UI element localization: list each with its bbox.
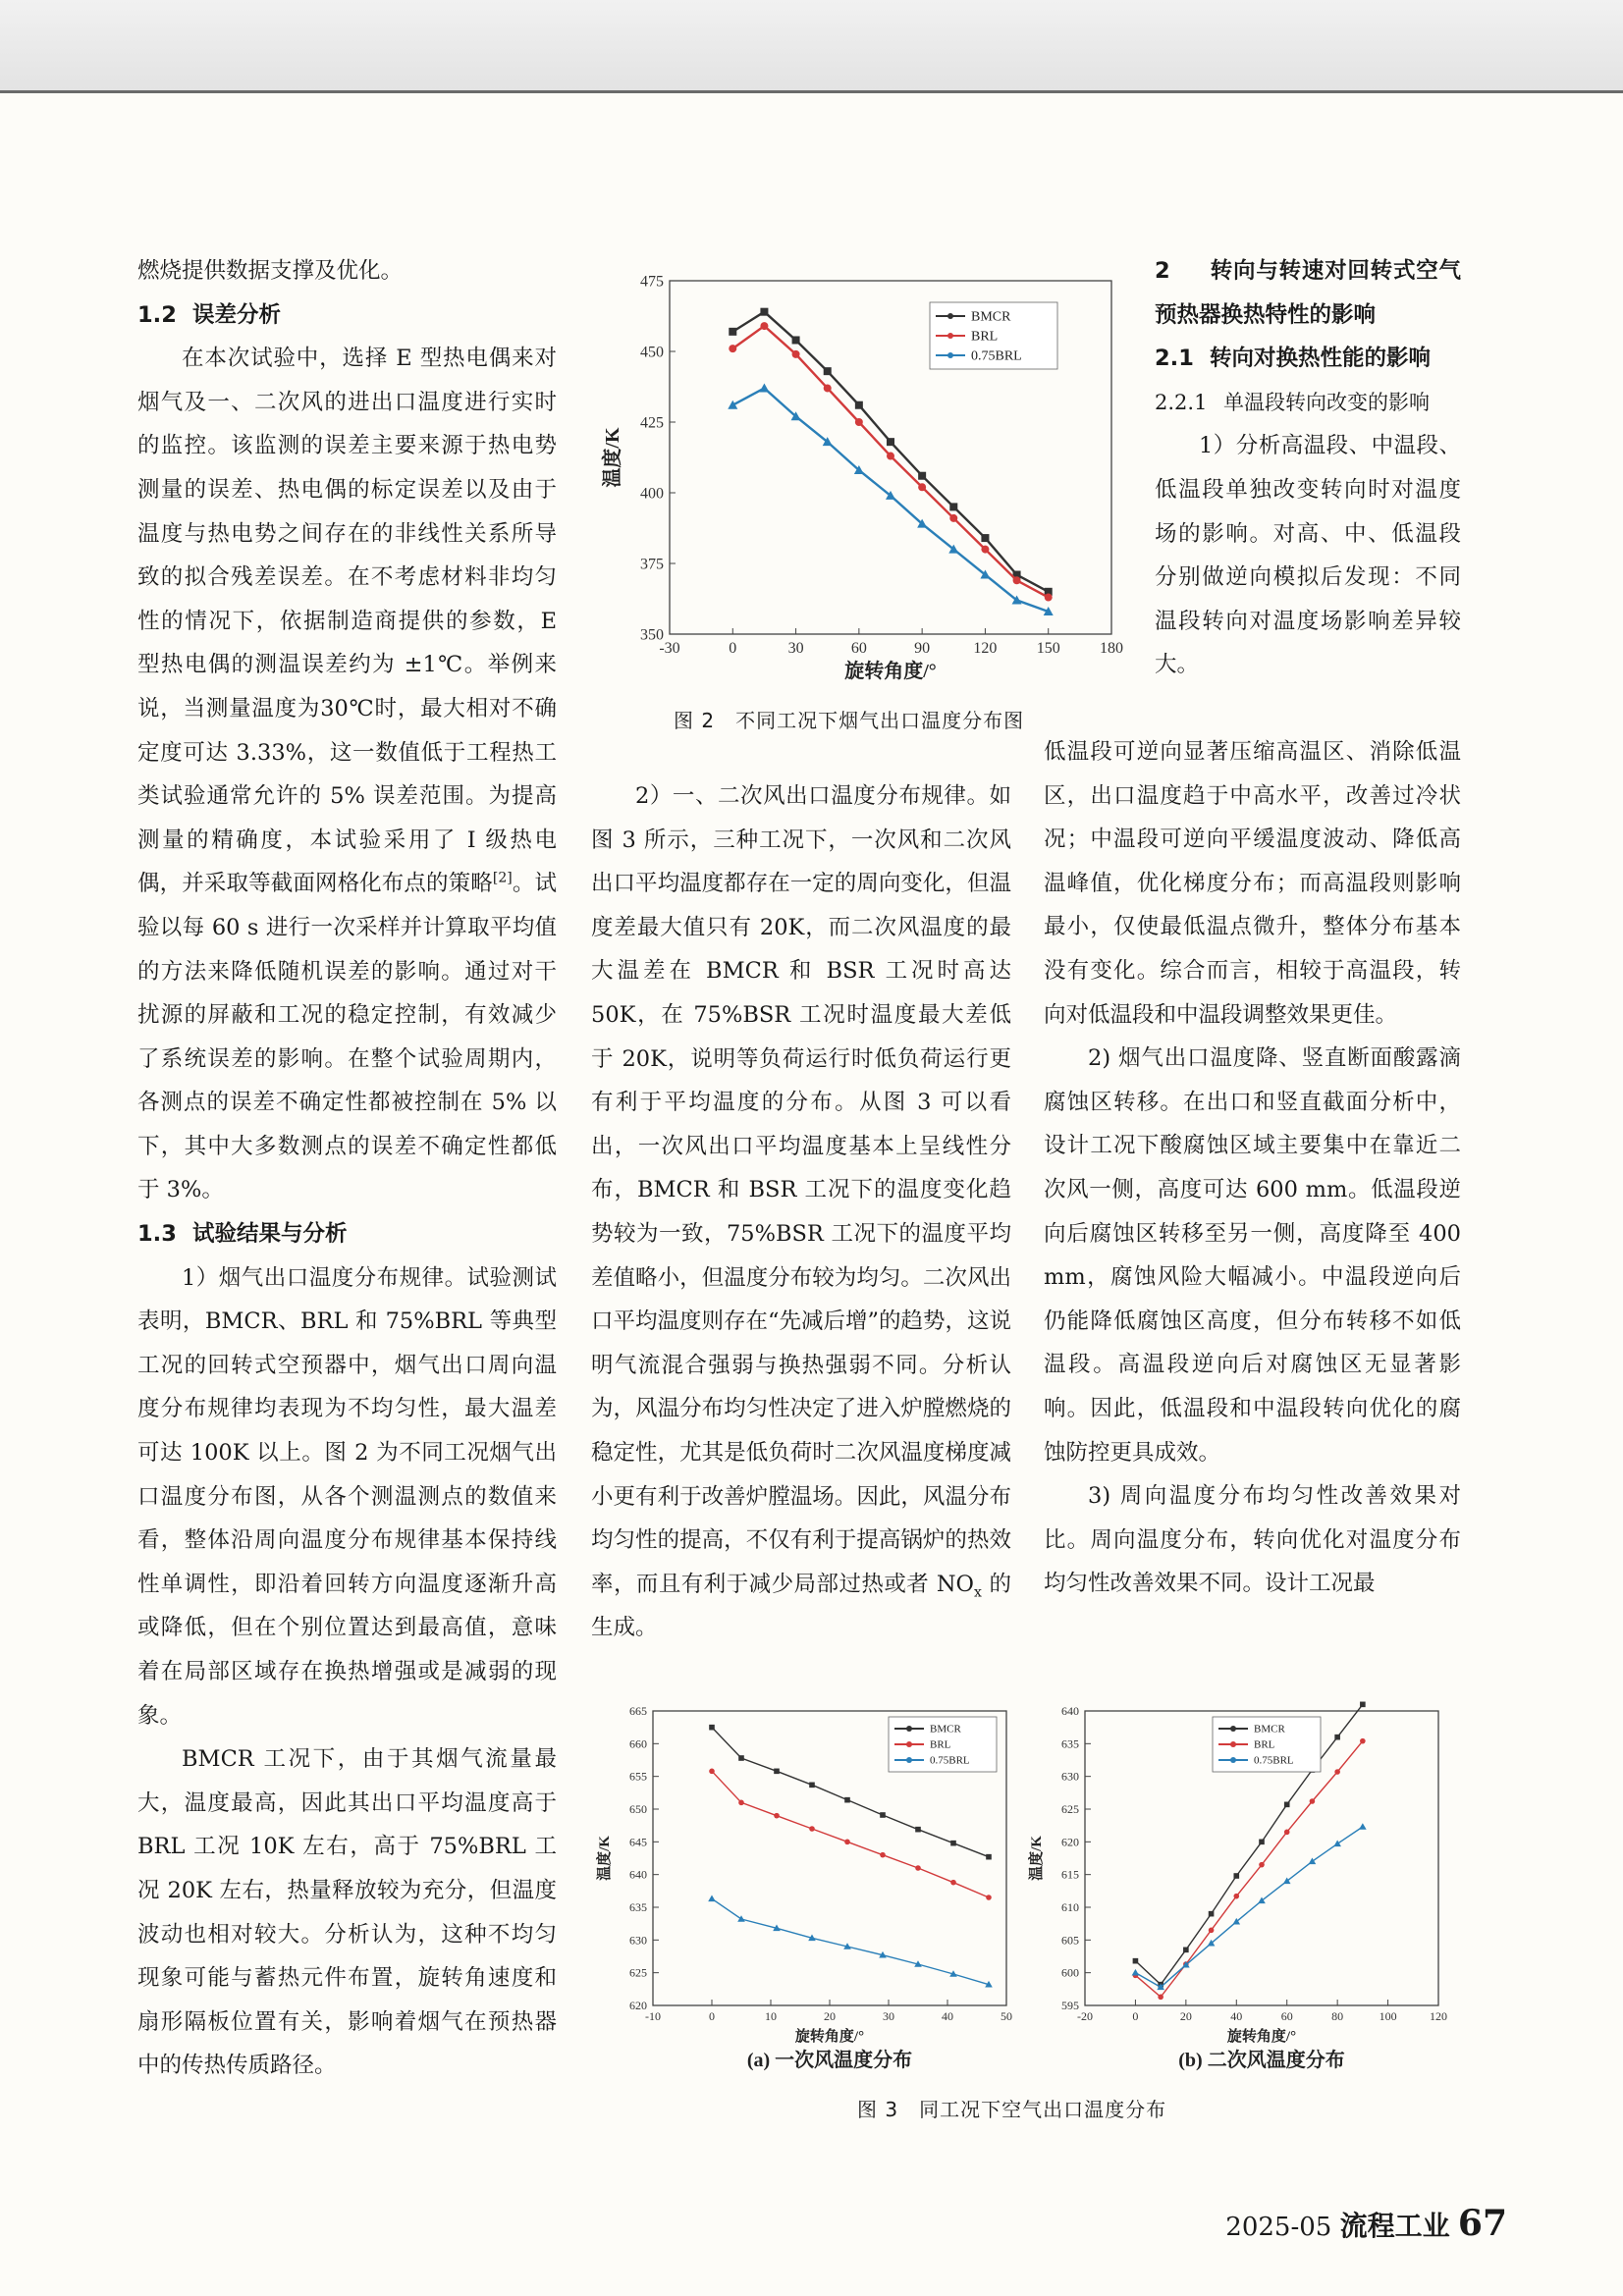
y-tick-label: 630 [1061, 1769, 1079, 1784]
data-point [1183, 1948, 1189, 1953]
data-point [1045, 594, 1053, 602]
data-point [709, 1725, 715, 1731]
x-tick-label: 150 [1036, 640, 1060, 657]
data-point [986, 1854, 992, 1860]
data-point [1132, 1969, 1140, 1976]
data-point [950, 1880, 956, 1886]
data-point [774, 1769, 780, 1775]
data-point [792, 336, 800, 344]
data-point [824, 384, 832, 392]
y-axis-label: 温度/K [602, 427, 623, 488]
figure-3-chart [594, 1701, 1458, 2084]
series-line-BRL [712, 1771, 989, 1897]
y-tick-label: 600 [1061, 1965, 1079, 1980]
data-point [1309, 1858, 1317, 1865]
data-point [855, 401, 863, 409]
legend-marker [1230, 1757, 1236, 1763]
data-point [1360, 1738, 1366, 1744]
x-tick-label: 100 [1379, 2009, 1397, 2023]
data-point [708, 1896, 716, 1902]
y-tick-label: 630 [629, 1933, 647, 1948]
x-tick-label: 40 [942, 2009, 953, 2023]
y-tick-label: 650 [629, 1802, 647, 1816]
data-point [887, 453, 894, 460]
legend-label: BMCR [930, 1723, 961, 1735]
paragraph: BMCR 工况下，由于其烟气流量最大，温度最高，因此其出口平均温度高于 BRL 工况 10K 左右，高于 75%BRL 工况 20K 左右，热量释放较为充分，但温度波动也相对较大。分析认为，这种不均匀现象可能与蓄热元件布置，旋转角速度和扇形隔板位置有关，影响着烟气在预热器中的传热传质路径。 [137, 1746, 557, 2079]
x-tick-label: 80 [1331, 2009, 1344, 2023]
y-tick-label: 375 [640, 556, 664, 573]
x-axis-label: 旋转角度/° [1226, 2029, 1297, 2045]
page-number: 67 [1457, 2203, 1507, 2244]
legend-marker [947, 333, 953, 339]
data-point [950, 1841, 956, 1846]
paragraph: 低温段可逆向显著压缩高温区、消除低温区，出口温度趋于中高水平，改善过冷状况；中温段可逆向平缓温度波动、降低高温峰值，优化梯度分布；而高温段则影响最小，仅使最低温点微升，整体分布基本没有变化。综合而言，相较于高温段，转向对低温段和中温段调整效果更佳。 [1044, 739, 1461, 1028]
y-tick-label: 595 [1061, 1999, 1079, 2012]
paragraph: 3) 周向温度分布均匀性改善效果对比。周向温度分布，转向优化对温度分布均匀性改善效果不同。设计工况最 [1044, 1483, 1461, 1597]
figure-2 [591, 263, 1141, 699]
section-heading-2-1: 2.1 转向对换热性能的影响 [1155, 346, 1432, 372]
figure-3-caption: 图 3 同工况下空气出口温度分布 [857, 2098, 1167, 2121]
data-point [760, 322, 768, 330]
paragraph: 2) 烟气出口温度降、竖直断面酸露滴腐蚀区转移。在出口和竖直截面分析中，设计工况下酸腐蚀区域主要集中在靠近二次风一侧，高度可达 600 mm。低温段逆向后腐蚀区转移至另一侧，高度降至 400 mm，腐蚀风险大幅减小。中温段逆向后仍能降低腐蚀区高度，但分布转移不如低温段。高温段逆向后对腐蚀区无显著影响。因此，低温段和中温段转向优化的腐蚀防控更具成效。 [1044, 1045, 1461, 1466]
data-point [915, 1865, 921, 1871]
data-point [855, 418, 863, 426]
data-point [949, 514, 957, 522]
y-tick-label: 620 [629, 1999, 647, 2012]
data-point [918, 483, 926, 491]
paragraph: 1）分析高温段、中温段、低温段单独改变转向时对温度场的影响。对高、中、低温段分别做逆向模拟后发现：不同温段转向对温度场影响差异较大。 [1155, 433, 1461, 678]
y-tick-label: 665 [629, 1704, 647, 1718]
x-tick-label: 60 [1280, 2009, 1293, 2023]
citation: [2] [492, 870, 513, 886]
x-tick-label: 120 [973, 640, 998, 657]
y-tick-label: 640 [629, 1867, 647, 1882]
x-tick-label: 90 [914, 640, 931, 657]
x-tick-label: -30 [659, 640, 680, 657]
legend-label: BMCR [971, 309, 1011, 325]
legend-label: BMCR [1254, 1723, 1285, 1735]
legend-marker [1230, 1726, 1236, 1732]
data-point [1209, 1911, 1215, 1917]
data-point [844, 1797, 850, 1803]
y-axis-label: 温度/K [597, 1836, 613, 1881]
figure-2-caption: 图 2 不同工况下烟气出口温度分布图 [674, 709, 1025, 732]
section-heading-1-2: 1.2 误差分析 [137, 301, 282, 328]
data-point [887, 438, 894, 446]
data-point [1284, 1802, 1290, 1808]
x-tick-label: 120 [1430, 2009, 1447, 2023]
y-tick-label: 640 [1061, 1704, 1079, 1718]
legend-label: BRL [971, 329, 999, 345]
legend-marker [1230, 1741, 1236, 1747]
data-point [1133, 1958, 1139, 1964]
x-tick-label: 30 [787, 640, 804, 657]
legend-label: 0.75BRL [1254, 1754, 1294, 1767]
data-point [792, 350, 800, 358]
data-point [709, 1769, 715, 1775]
legend-marker [906, 1757, 912, 1763]
data-point [880, 1852, 886, 1858]
y-tick-label: 655 [629, 1769, 647, 1784]
data-point [738, 1755, 744, 1761]
y-tick-label: 645 [629, 1835, 647, 1849]
y-tick-label: 615 [1061, 1867, 1079, 1882]
paragraph: 燃烧提供数据支撑及优化。 [137, 258, 404, 284]
x-tick-label: 0 [1132, 2009, 1139, 2023]
section-heading-1-3: 1.3 试验结果与分析 [137, 1221, 348, 1248]
top-banner [0, 0, 1623, 93]
y-tick-label: 635 [1061, 1736, 1079, 1751]
x-tick-label: 50 [1001, 2009, 1012, 2023]
data-point [981, 546, 989, 554]
legend-marker [906, 1726, 912, 1732]
y-tick-label: 620 [1061, 1835, 1079, 1849]
data-point [1333, 1841, 1341, 1847]
data-point [1284, 1830, 1290, 1836]
column-right-wide [1044, 730, 1461, 1606]
column-left [137, 249, 557, 2088]
data-point [1310, 1798, 1316, 1804]
x-tick-label: -10 [645, 2009, 661, 2023]
data-point [1233, 1894, 1239, 1899]
data-point [728, 400, 737, 409]
legend-label: BRL [1254, 1738, 1275, 1751]
issue-date: 2025-05 [1225, 2213, 1332, 2242]
journal-name: 流程工业 [1339, 2210, 1450, 2242]
y-tick-label: 625 [1061, 1802, 1079, 1816]
data-point [915, 1827, 921, 1833]
x-tick-label: 20 [824, 2009, 836, 2023]
figure-2-chart [591, 263, 1141, 695]
data-point [1013, 576, 1021, 584]
y-tick-label: 605 [1061, 1933, 1079, 1948]
data-point [1360, 1702, 1366, 1708]
data-point [729, 345, 736, 352]
paragraph: 2）一、二次风出口温度分布规律。如图 3 所示，三种工况下，一次风和二次风出口平均温度都存在一定的周向变化，但温度差最大值只有 20K，而二次风温度的最大温差在 BMCR 和 BSR 工况时高达 50K，在 75%BSR 工况时温度最大差低于 20K，说明等负荷运行时低负荷运行更有利于平均温度的分布。从图 3 可以看出，一次风出口平均温度基本上呈线性分布，BMCR 和 BSR 工况下的温度变化趋势较为一致，75%BSR 工况下的温度平均差值略小，但温度分布较为均匀。二次风出口平均温度则存在“先减后增”的趋势，这说明气流混合强弱与换热强弱不同。分析认为，风温分布均匀性决定了进入炉膛燃烧的稳定性，尤其是低负荷时二次风温度梯度减小更有利于改善炉膛温场。因此，风温分布均匀性的提高，不仅有利于提高锅炉的热效率，而且有利于减少局部过热或者 $NO_x$ 的生成。 [591, 783, 1012, 1641]
y-axis-label: 温度/K [1029, 1836, 1045, 1881]
x-tick-label: 180 [1100, 640, 1123, 657]
series-line-0.75BRL [1135, 1827, 1362, 1987]
subfigure-b [1027, 1702, 1447, 2071]
section-heading-2-2-1: 2.2.1 单温段转向改变的影响 [1155, 390, 1430, 414]
x-tick-label: 30 [883, 2009, 894, 2023]
column-right [1155, 249, 1461, 687]
data-point [774, 1813, 780, 1819]
y-tick-label: 635 [629, 1900, 647, 1914]
paragraph: 在本次试验中，选择 E 型热电偶来对烟气及一、二次风的进出口温度进行实时的监控。该监测的误差主要来源于热电势测量的误差、热电偶的标定误差以及由于温度与热电势之间存在的非线性关系所导致的拟合残差误差。在不考虑材料非均匀性的情况下，依据制造商提供的参数，E 型热电偶的测温误差约为 ±1℃。举例来说，当测量温度为30℃时，最大相对不确定度可达 3.33%，这一数值低于工程热工类试验通常允许的 5% 误差范围。为提高测量的精确度，本试验采用了 I 级热电偶，并采取等截面网格化布点的策略[2]。试验以每 60 s 进行一次采样并计算取平均值的方法来降低随机误差的影响。通过对干扰源的屏蔽和工况的稳定控制，有效减少了系统误差的影响。在整个试验周期内，各测点的误差不确定性都被控制在 5% 以下，其中大多数测点的误差不确定性都低于 3%。 [137, 346, 557, 1203]
y-tick-label: 660 [629, 1736, 647, 1751]
subfigure-a [595, 1704, 1012, 2071]
data-point [1359, 1823, 1367, 1830]
series-line-0.75BRL [732, 388, 1048, 612]
x-tick-label: 20 [1179, 2009, 1192, 2023]
data-point [918, 472, 926, 480]
data-point [738, 1800, 744, 1806]
legend-marker [947, 352, 953, 358]
data-point [737, 1915, 745, 1922]
data-point [1259, 1840, 1265, 1845]
y-tick-label: 625 [629, 1965, 647, 1980]
paragraph: 1）烟气出口温度分布规律。试验测试表明，BMCR、BRL 和 75%BRL 等典型工况的回转式空预器中，烟气出口周向温度分布规律均表现为不均匀性，最大温差可达 100K 以上。图 2 为不同工况烟气出口温度分布图，从各个测温测点的数值来看，整体沿周向温度分布规律基本保持线性单调性，即沿着回转方向温度逐渐升高或降低，但在个别位置达到最高值，意味着在局部区域存在换热增强或是减弱的现象。 [137, 1264, 557, 1729]
data-point [1233, 1873, 1239, 1879]
data-point [880, 1812, 886, 1818]
x-axis-label: 旋转角度/° [844, 661, 937, 682]
page-footer [1225, 2203, 1507, 2244]
y-tick-label: 425 [640, 414, 664, 432]
data-point [729, 328, 736, 336]
x-tick-label: 60 [850, 640, 867, 657]
y-tick-label: 610 [1061, 1900, 1079, 1914]
legend-marker [906, 1741, 912, 1747]
x-axis-label: 旋转角度/° [794, 2029, 865, 2045]
subfigure-label: (b) 二次风温度分布 [1178, 2050, 1345, 2071]
subfigure-label: (a) 一次风温度分布 [746, 2050, 913, 2071]
y-tick-label: 475 [640, 273, 664, 291]
legend-label: BRL [930, 1738, 951, 1751]
column-middle [591, 774, 1011, 1650]
x-tick-label: 40 [1230, 2009, 1243, 2023]
y-tick-label: 450 [640, 344, 664, 361]
legend-marker [947, 313, 953, 319]
data-point [981, 534, 989, 542]
legend-label: 0.75BRL [971, 348, 1022, 364]
data-point [1209, 1928, 1215, 1934]
data-point [824, 367, 832, 375]
data-point [949, 503, 957, 510]
x-tick-label: 0 [729, 640, 737, 657]
data-point [1158, 1995, 1163, 2001]
x-tick-label: 10 [765, 2009, 777, 2023]
series-line-BRL [1135, 1738, 1362, 1998]
y-tick-label: 350 [640, 626, 664, 644]
data-point [809, 1826, 815, 1832]
data-point [1259, 1862, 1265, 1868]
data-point [759, 383, 769, 392]
data-point [809, 1783, 815, 1789]
x-tick-label: 0 [709, 2009, 715, 2023]
data-point [760, 308, 768, 316]
figure-3 [594, 1701, 1458, 2088]
y-tick-label: 400 [640, 485, 664, 503]
data-point [844, 1840, 850, 1845]
data-point [986, 1895, 992, 1900]
series-line-0.75BRL [712, 1898, 989, 1984]
legend-label: 0.75BRL [930, 1754, 970, 1767]
data-point [1334, 1769, 1340, 1775]
section-heading-2: 2 转向与转速对回转式空气预热器换热特性的影响 [1155, 258, 1461, 328]
data-point [1334, 1735, 1340, 1740]
x-tick-label: -20 [1077, 2009, 1093, 2023]
